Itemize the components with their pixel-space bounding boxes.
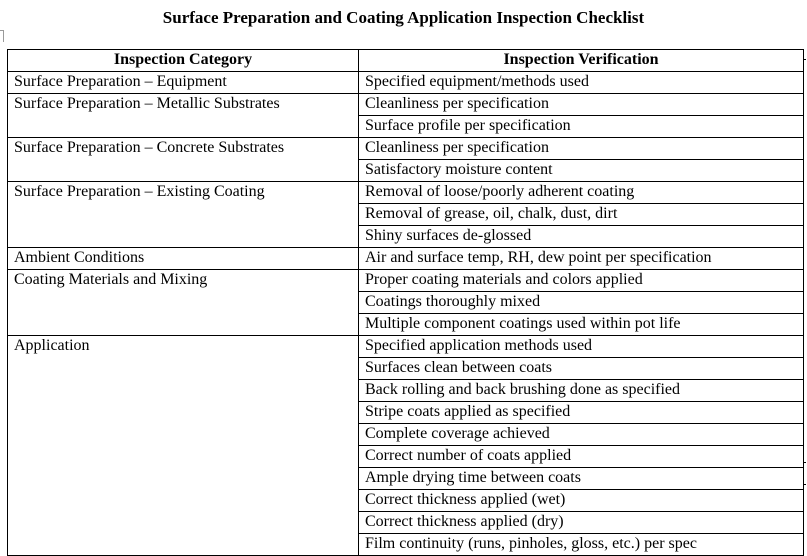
header-inspection-verification: Inspection Verification	[359, 50, 804, 72]
category-cell: Application	[8, 336, 359, 556]
table-row	[8, 94, 804, 116]
verification-cell: Correct number of coats applied	[359, 446, 804, 468]
verification-cell: Specified application methods used	[359, 336, 804, 358]
header-inspection-category: Inspection Category	[8, 50, 359, 72]
verification-cell: Surfaces clean between coats	[359, 358, 804, 380]
verification-cell: Multiple component coatings used within pot life	[359, 314, 804, 336]
table-row	[8, 336, 804, 358]
verification-cell: Coatings thoroughly mixed	[359, 292, 804, 314]
verification-cell: Correct thickness applied (wet)	[359, 490, 804, 512]
category-cell: Surface Preparation – Concrete Substrates	[8, 138, 359, 182]
page-title: Surface Preparation and Coating Application Inspection Checklist	[162, 8, 645, 27]
inspection-checklist-table	[7, 49, 804, 556]
verification-cell: Surface profile per specification	[359, 116, 804, 138]
table-row	[8, 270, 804, 292]
verification-cell: Complete coverage achieved	[359, 424, 804, 446]
table-row	[8, 182, 804, 204]
verification-cell: Removal of loose/poorly adherent coating	[359, 182, 804, 204]
verification-cell: Shiny surfaces de-glossed	[359, 226, 804, 248]
verification-cell: Back rolling and back brushing done as specified	[359, 380, 804, 402]
category-cell: Surface Preparation – Equipment	[8, 72, 359, 94]
verification-cell: Specified equipment/methods used	[359, 72, 804, 94]
verification-cell: Satisfactory moisture content	[359, 160, 804, 182]
table-row	[8, 72, 804, 94]
verification-cell: Ample drying time between coats	[359, 468, 804, 490]
row-edge-marker	[803, 484, 806, 485]
verification-cell: Film continuity (runs, pinholes, gloss, etc.) per spec	[359, 534, 804, 556]
category-cell: Ambient Conditions	[8, 248, 359, 270]
verification-cell: Proper coating materials and colors applied	[359, 270, 804, 292]
row-edge-marker	[803, 59, 806, 60]
verification-cell: Air and surface temp, RH, dew point per specification	[359, 248, 804, 270]
verification-cell: Removal of grease, oil, chalk, dust, dirt	[359, 204, 804, 226]
verification-cell: Correct thickness applied (dry)	[359, 512, 804, 534]
header-row	[8, 50, 804, 72]
verification-cell: Stripe coats applied as specified	[359, 402, 804, 424]
row-edge-marker	[803, 462, 806, 463]
category-cell: Surface Preparation – Metallic Substrates	[8, 94, 359, 138]
table-row	[8, 248, 804, 270]
category-cell: Coating Materials and Mixing	[8, 270, 359, 336]
table-row	[8, 138, 804, 160]
verification-cell: Cleanliness per specification	[359, 138, 804, 160]
category-cell: Surface Preparation – Existing Coating	[8, 182, 359, 248]
verification-cell: Cleanliness per specification	[359, 94, 804, 116]
table-move-handle[interactable]	[0, 30, 4, 42]
